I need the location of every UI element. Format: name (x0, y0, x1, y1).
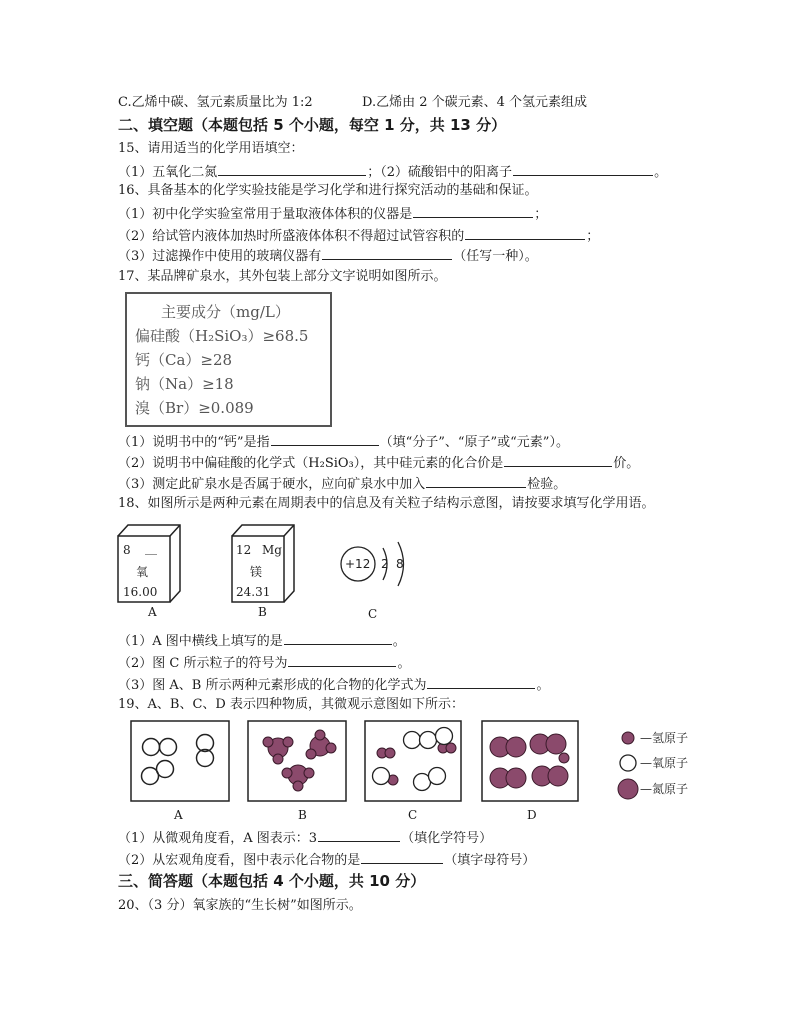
cube-b-mass: 24.31 (236, 585, 271, 599)
option-c: C.乙烯中碳、氢元素质量比为 1:2 (118, 95, 313, 110)
cube-b-name: 镁 (250, 565, 263, 579)
nitrogen-atom-icon (618, 779, 638, 799)
q19-blank-2[interactable] (361, 851, 443, 864)
q19-stem: 19、A、B、C、D 表示四种物质，其微观示意图如下所示： (118, 697, 464, 712)
label-line-3: 钠（Na）≥18 (135, 375, 234, 393)
legend-oxygen: —氧原子 (640, 756, 689, 770)
q16-p1: （1）初中化学实验室常用于量取液体体积的仪器是 (118, 207, 413, 222)
q16-p2-end: ； (586, 229, 600, 244)
q16-p1-end: ； (534, 207, 548, 222)
oxygen-atom-icon (620, 755, 636, 771)
q16-blank-2[interactable] (465, 227, 585, 240)
q16-p3: （3）过滤操作中使用的玻璃仪器有 (118, 249, 322, 264)
q19-p1: （1）从微观角度看，A 图表示：3 (118, 831, 318, 846)
q16-blank-1[interactable] (413, 205, 533, 218)
caption-19a: A (174, 808, 183, 822)
legend-nitrogen: —氮原子 (640, 782, 689, 796)
q15-p1: （1）五氧化二氮 (118, 165, 218, 180)
q19-blank-1[interactable] (318, 829, 400, 842)
element-figures (115, 520, 445, 626)
q17-p1: （1）说明书中的“钙”是指 (118, 435, 270, 450)
q18-line-3 (118, 676, 550, 694)
cube-b-number: 12 (236, 543, 252, 557)
q17-p2-end: 价。 (613, 456, 640, 471)
q18-p2-end: 。 (397, 656, 411, 671)
q18-blank-3[interactable] (427, 676, 535, 689)
q19-p2-end: （填字母符号） (444, 853, 536, 868)
q19-p1-end: （填化学符号） (401, 831, 493, 846)
q16-p3-end: （任写一种）。 (453, 249, 538, 264)
q17-blank-1[interactable] (271, 433, 379, 446)
q18-stem: 18、如图所示是两种元素在周期表中的信息及有关粒子结构示意图，请按要求填写化学用语。 (118, 496, 655, 511)
particle-legend (618, 731, 688, 799)
q19-line-1 (118, 829, 492, 847)
label-line-4: 溴（Br）≥0.089 (135, 399, 254, 417)
particle-box-b (248, 721, 346, 801)
q18-blank-2[interactable] (288, 654, 396, 667)
particle-box-c (365, 721, 461, 801)
q18-blank-1[interactable] (284, 632, 392, 645)
q17-line-3 (118, 475, 566, 493)
q17-line-2 (118, 454, 639, 472)
q18-line-1 (118, 632, 406, 650)
q17-p3-end: 检验。 (527, 477, 567, 492)
caption-19b: B (298, 808, 307, 822)
q17-line-1 (118, 433, 569, 451)
q15-blank-2[interactable] (513, 163, 653, 176)
q18-p2: （2）图 C 所示粒子的符号为 (118, 656, 288, 671)
ion-shell-2: 8 (396, 557, 404, 571)
legend-hydrogen: —氢原子 (640, 731, 689, 745)
label-line-2: 钙（Ca）≥28 (135, 351, 233, 369)
q15-line (118, 163, 667, 181)
q16-line-3 (118, 247, 538, 265)
q16-stem: 16、具备基本的化学实验技能是学习化学和进行探究活动的基础和保证。 (118, 183, 538, 198)
cube-b-symbol: Mg (262, 543, 282, 557)
q16-blank-3[interactable] (322, 247, 452, 260)
label-line-1: 偏硅酸（H₂SiO₃）≥68.5 (135, 327, 309, 345)
caption-a: A (148, 605, 157, 619)
q16-p2: （2）给试管内液体加热时所盛液体体积不得超过试管容积的 (118, 229, 465, 244)
caption-c: C (368, 607, 378, 621)
caption-b: B (258, 605, 267, 619)
cube-a-symbol: __ (145, 541, 157, 555)
particle-diagrams (128, 718, 728, 806)
q17-p2: （2）说明书中偏硅酸的化学式（H₂SiO₃），其中硅元素的化合价是 (118, 456, 504, 471)
mineral-water-label (125, 292, 332, 427)
q18-p3-end: 。 (536, 678, 550, 693)
q19-p2: （2）从宏观角度看，图中表示化合物的是 (118, 853, 361, 868)
q17-p1-end: （填“分子”、“原子”或“元素”）。 (379, 435, 569, 450)
ion-shell-1: 2 (381, 557, 389, 571)
hydrogen-atom-icon (622, 732, 634, 744)
option-d: D.乙烯由 2 个碳元素、4 个氢元素组成 (362, 95, 588, 110)
q18-p3: （3）图 A、B 所示两种元素形成的化合物的化学式为 (118, 678, 427, 693)
label-title: 主要成分（mg/L） (161, 303, 290, 321)
q15-blank-1[interactable] (218, 163, 366, 176)
ion-nucleus: +12 (345, 557, 371, 571)
particle-box-d (482, 721, 578, 801)
q16-line-1 (118, 205, 547, 223)
caption-19d: D (527, 808, 537, 822)
q18-p1-end: 。 (392, 634, 406, 649)
q15-sep: ；（2）硫酸铝中的阳离子 (367, 165, 513, 180)
cube-a-number: 8 (123, 543, 131, 557)
section-2-title: 二、填空题（本题包括 5 个小题，每空 1 分，共 13 分） (118, 116, 507, 134)
caption-19c: C (408, 808, 418, 822)
q15-end: 。 (654, 165, 668, 180)
q17-blank-3[interactable] (426, 475, 526, 488)
section-3-title: 三、简答题（本题包括 4 个小题，共 10 分） (118, 872, 426, 890)
cube-a-name: 氧 (136, 565, 149, 579)
q17-blank-2[interactable] (504, 454, 612, 467)
q20-stem: 20、（3 分）氧家族的“生长树”如图所示。 (118, 898, 362, 913)
cube-a-mass: 16.00 (123, 585, 158, 599)
q17-p3: （3）测定此矿泉水是否属于硬水，应向矿泉水中加入 (118, 477, 426, 492)
q18-line-2 (118, 654, 411, 672)
particle-box-a (131, 721, 229, 801)
q15-stem: 15、请用适当的化学用语填空： (118, 141, 304, 156)
q19-line-2 (118, 851, 535, 869)
q17-stem: 17、某品牌矿泉水，其外包装上部分文字说明如图所示。 (118, 269, 447, 284)
q18-p1: （1）A 图中横线上填写的是 (118, 634, 283, 649)
q16-line-2 (118, 227, 599, 245)
